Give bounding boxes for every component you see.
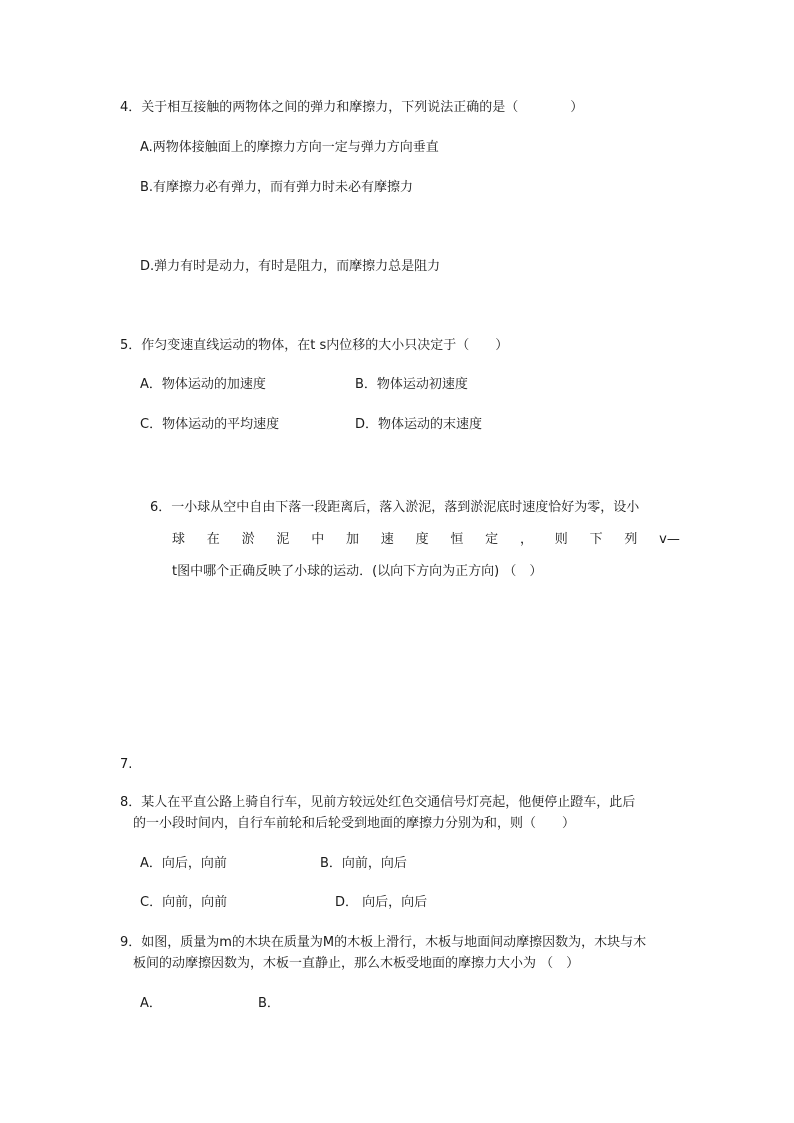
q5-option-c: C．物体运动的平均速度 (140, 417, 280, 432)
q8-line-1: 8．某人在平直公路上骑自行车，见前方较远处红色交通信号灯亮起，他便停止蹬车，此后 (120, 795, 636, 810)
q4-option-a: A.两物体接触面上的摩擦力方向一定与弹力方向垂直 (140, 140, 439, 155)
q5-option-b: B．物体运动初速度 (355, 377, 468, 392)
q6-word: 定 (485, 532, 499, 547)
q6-word: 速 (380, 532, 394, 547)
q6-line-3: t图中哪个正确反映了小球的运动．(以向下方向为正方向) （ ） (172, 564, 543, 579)
q8-option-b: B．向前，向后 (320, 856, 407, 871)
q6-line-2 (172, 532, 680, 548)
q8-line-2: 的一小段时间内，自行车前轮和后轮受到地面的摩擦力分别为和，则（ ） (133, 816, 576, 831)
q6-line-1: 6．一小球从空中自由下落一段距离后，落入淤泥，落到淤泥底时速度恰好为零，设小 (150, 500, 640, 515)
q4-option-b: B.有摩擦力必有弹力，而有弹力时未必有摩擦力 (140, 180, 414, 195)
q6-word: 泥 (276, 532, 290, 547)
q9-line-2: 板间的动摩擦因数为，木板一直静止，那么木板受地面的摩擦力大小为 （ ） (133, 956, 580, 971)
q6-word: 则 (554, 532, 568, 547)
q9-option-b: B． (258, 996, 280, 1011)
q6-word: 球 (172, 532, 186, 547)
q6-word: ， (519, 532, 533, 547)
q7-stem: 7. (120, 757, 133, 772)
q8-option-d: D． 向后，向后 (335, 895, 428, 910)
q5-stem: 5．作匀变速直线运动的物体，在t s内位移的大小只决定于（ ） (120, 338, 509, 353)
q6-word: 中 (311, 532, 325, 547)
q6-word: 度 (415, 532, 429, 547)
q6-word: 加 (345, 532, 359, 547)
q8-option-a: A．向后，向前 (140, 856, 227, 871)
q6-word: 列 (624, 532, 638, 547)
q4-option-d: D.弹力有时是动力，有时是阻力，而摩擦力总是阻力 (140, 259, 441, 274)
q6-word: v— (659, 532, 680, 547)
q9-line-1: 9．如图，质量为m的木块在质量为M的木板上滑行，木板与地面间动摩擦因数为，木块与木 (120, 935, 647, 950)
q9-option-a: A． (140, 996, 162, 1011)
q4-stem: 4．关于相互接触的两物体之间的弹力和摩擦力，下列说法正确的是（ ） (120, 100, 584, 115)
q8-option-c: C．向前，向前 (140, 895, 228, 910)
q6-word: 淤 (241, 532, 255, 547)
q6-word: 在 (206, 532, 220, 547)
q6-word: 恒 (450, 532, 464, 547)
q5-option-d: D．物体运动的末速度 (355, 417, 483, 432)
q5-option-a: A．物体运动的加速度 (140, 377, 266, 392)
q6-word: 下 (589, 532, 603, 547)
